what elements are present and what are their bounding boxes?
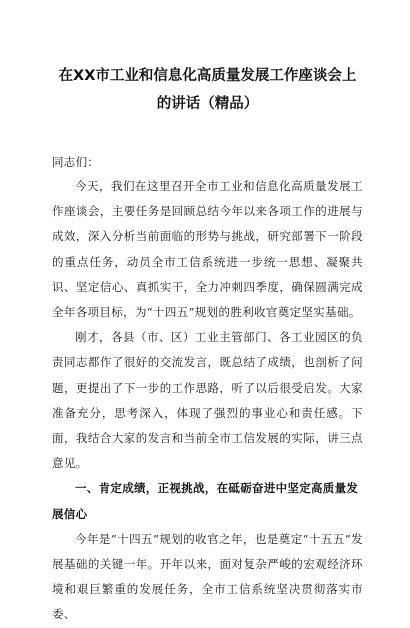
document-body (52, 174, 363, 628)
document-title: 在XX市工业和信息化高质量发展工作座谈会上的讲话（精品） (58, 68, 357, 112)
salutation: 同志们： (52, 155, 100, 169)
paragraph-section-one: 今年是“十四五”规划的收官之年，也是奠定“十五五”发展基础的关键一年。开年以来，面对复杂严峻的宏观经济环境和艰巨繁重的发展任务，全市工信系统坚决贯彻落实市委、 (52, 531, 363, 622)
section-heading: 一、肯定成绩，正视挑战，在砥砺奋进中坚定高质量发展信心 (52, 481, 359, 521)
paragraph-opening: 今天，我们在这里召开全市工业和信息化高质量发展工作座谈会，主要任务是回顾总结今年以来各项工作的进展与成效，深入分析当前面临的形势与挑战，研究部署下一阶段的重点任务，动员全市工信系统进一步统一思想、凝聚共识、坚定信心、真抓实干，全力冲刺四季度，确保圆满完成全年各项目标，为“十四五”规划的胜利收官奠定坚实基础。 (52, 179, 363, 320)
paragraph-review: 刚才，各县（市、区）工业主管部门、各工业园区的负责同志都作了很好的交流发言，既总结了成绩，也剖析了问题，更提出了下一步的工作思路，听了以后很受启发。大家准备充分，思考深入，体现了强烈的事业心和责任感。下面，我结合大家的发言和当前全市工信发展的实际，讲三点意见。 (52, 330, 363, 471)
